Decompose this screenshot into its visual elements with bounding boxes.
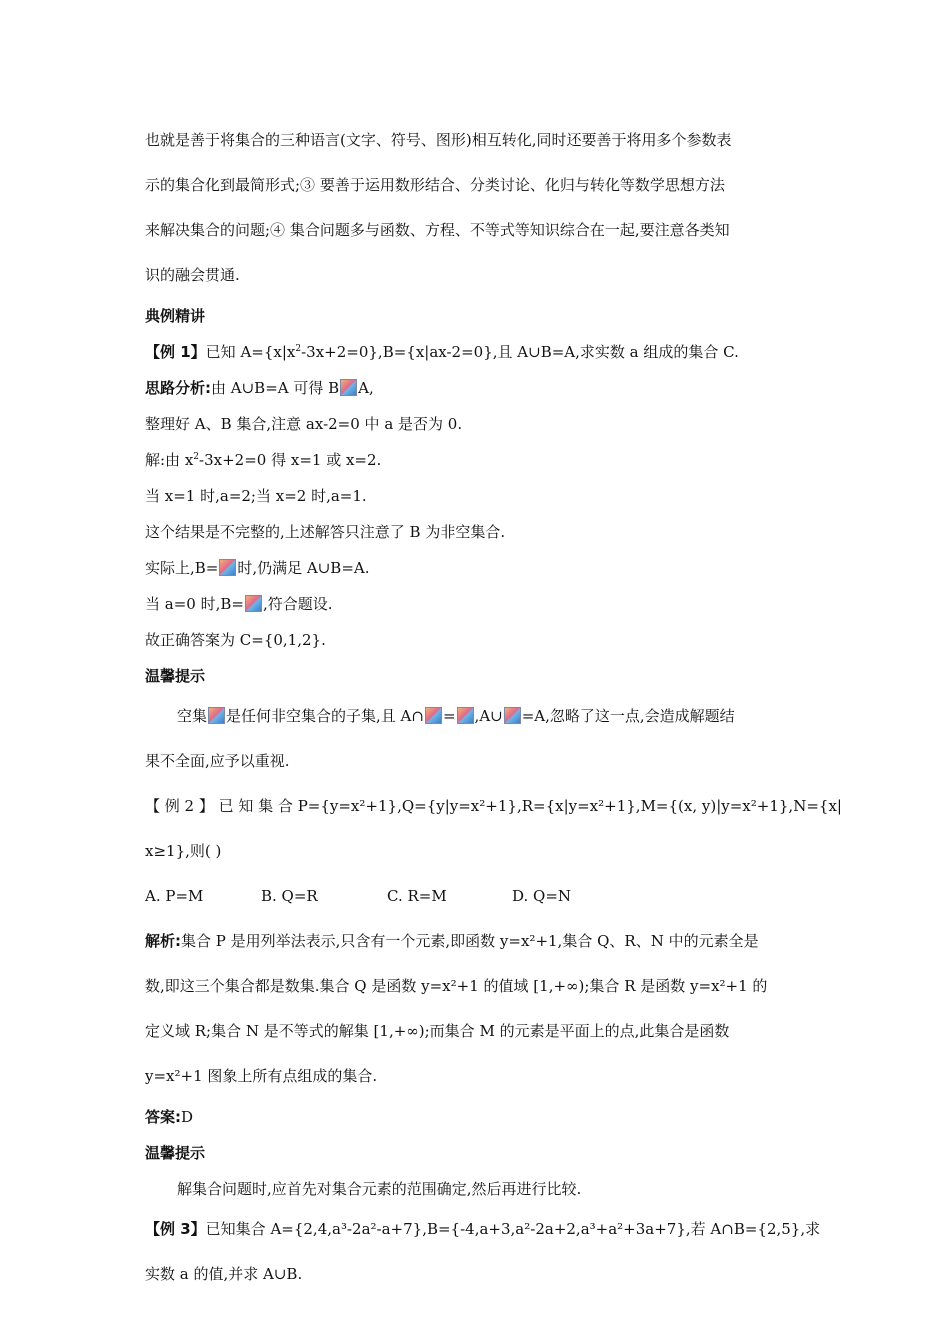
- empty-set-image-icon: [425, 707, 442, 724]
- example-1-analysis: 思路分析:由 A∪B=A 可得 B A,: [145, 379, 374, 397]
- empty-set-image-icon: [245, 595, 262, 612]
- option-a: A. P=M: [145, 887, 204, 905]
- tip-1-line-1: 空集 是任何非空集合的子集,且 A∩ = ,A∪ =A,忽略了这一点,会造成解题结: [177, 707, 735, 725]
- example-1-line: 整理好 A、B 集合,注意 ax-2=0 中 a 是否为 0.: [145, 415, 463, 433]
- tip-title: 温馨提示: [145, 1144, 206, 1162]
- intro-line-2: 示的集合化到最简形式;③ 要善于运用数形结合、分类讨论、化归与转化等数学思想方法: [145, 176, 725, 194]
- document-page: [145, 118, 842, 1297]
- example-3-stem-line-1: 【例 3】已知集合 A={2,4,a³-2a²-a+7},B={-4,a+3,a²-2a+2,a³+a²+3a+7},若 A∩B={2,5},求: [145, 1220, 821, 1238]
- example-1-stem: 【例 1】已知 $A=\{x|x^2-3x+2=0\},B=\{x|ax-2=0\}$,且 A∪B=A,求实数 a 组成的集合 C.: [145, 343, 739, 361]
- example-2-stem-line-2: x≥1},则( ): [145, 842, 222, 860]
- empty-set-image-icon: [208, 707, 225, 724]
- example-2-analysis-line-4: y=x²+1 图象上所有点组成的集合.: [145, 1067, 378, 1085]
- answer-label: 答案:: [145, 1108, 181, 1126]
- example-1-label: 【例 1】: [145, 343, 206, 361]
- tip-title: 温馨提示: [145, 667, 206, 685]
- example-2-analysis-line-1: 解析:集合 P 是用列举法表示,只含有一个元素,即函数 y=x²+1,集合 Q、R、N 中的元素全是: [145, 932, 759, 950]
- example-1-line: 实际上,B= 时,仍满足 A∪B=A.: [145, 559, 370, 577]
- intro-line-4: 识的融会贯通.: [145, 266, 240, 284]
- subset-symbol-image-icon: [340, 379, 357, 396]
- example-3-label: 【例 3】: [145, 1220, 206, 1238]
- option-c: C. R=M: [387, 887, 447, 905]
- example-1-line: 当 x=1 时,a=2;当 x=2 时,a=1.: [145, 487, 367, 505]
- intro-line-3: 来解决集合的问题;④ 集合问题多与函数、方程、不等式等知识综合在一起,要注意各类知: [145, 221, 730, 239]
- analysis-label: 解析:: [145, 932, 181, 950]
- example-2-answer: 答案:D: [145, 1108, 194, 1126]
- example-2-options: [145, 874, 810, 919]
- example-1-answer: 故正确答案为 C={0,1,2}.: [145, 631, 326, 649]
- empty-set-image-icon: [457, 707, 474, 724]
- example-1-solution: 解:由 $x^2-3x+2=0$ 得 x=1 或 x=2.: [145, 451, 382, 469]
- analysis-label: 思路分析:: [145, 379, 211, 397]
- example-2-analysis-line-2: 数,即这三个集合都是数集.集合 Q 是函数 y=x²+1 的值域 [1,+∞);集合 R 是函数 y=x²+1 的: [145, 977, 768, 995]
- example-1-line: 当 a=0 时,B= ,符合题设.: [145, 595, 333, 613]
- tip-2-text: 解集合问题时,应首先对集合元素的范围确定,然后再进行比较.: [177, 1180, 582, 1198]
- example-3-stem-line-2: 实数 a 的值,并求 A∪B.: [145, 1265, 303, 1283]
- example-2-analysis-line-3: 定义域 R;集合 N 是不等式的解集 [1,+∞);而集合 M 的元素是平面上的点,此集合是函数: [145, 1022, 730, 1040]
- intro-line-1: 也就是善于将集合的三种语言(文字、符号、图形)相互转化,同时还要善于将用多个参数表: [145, 131, 732, 149]
- empty-set-image-icon: [504, 707, 521, 724]
- example-1-line: 这个结果是不完整的,上述解答只注意了 B 为非空集合.: [145, 523, 506, 541]
- section-title: 典例精讲: [145, 307, 206, 325]
- option-d: D. Q=N: [512, 887, 572, 905]
- tip-1-line-2: 果不全面,应予以重视.: [145, 752, 290, 770]
- empty-set-image-icon: [219, 559, 236, 576]
- example-2-stem-line-1: 【 例 2 】 已 知 集 合 P={y=x²+1},Q={y|y=x²+1},R={x|y=x²+1},M={(x, y)|y=x²+1},N={x|: [145, 797, 842, 815]
- option-b: B. Q=R: [261, 887, 318, 905]
